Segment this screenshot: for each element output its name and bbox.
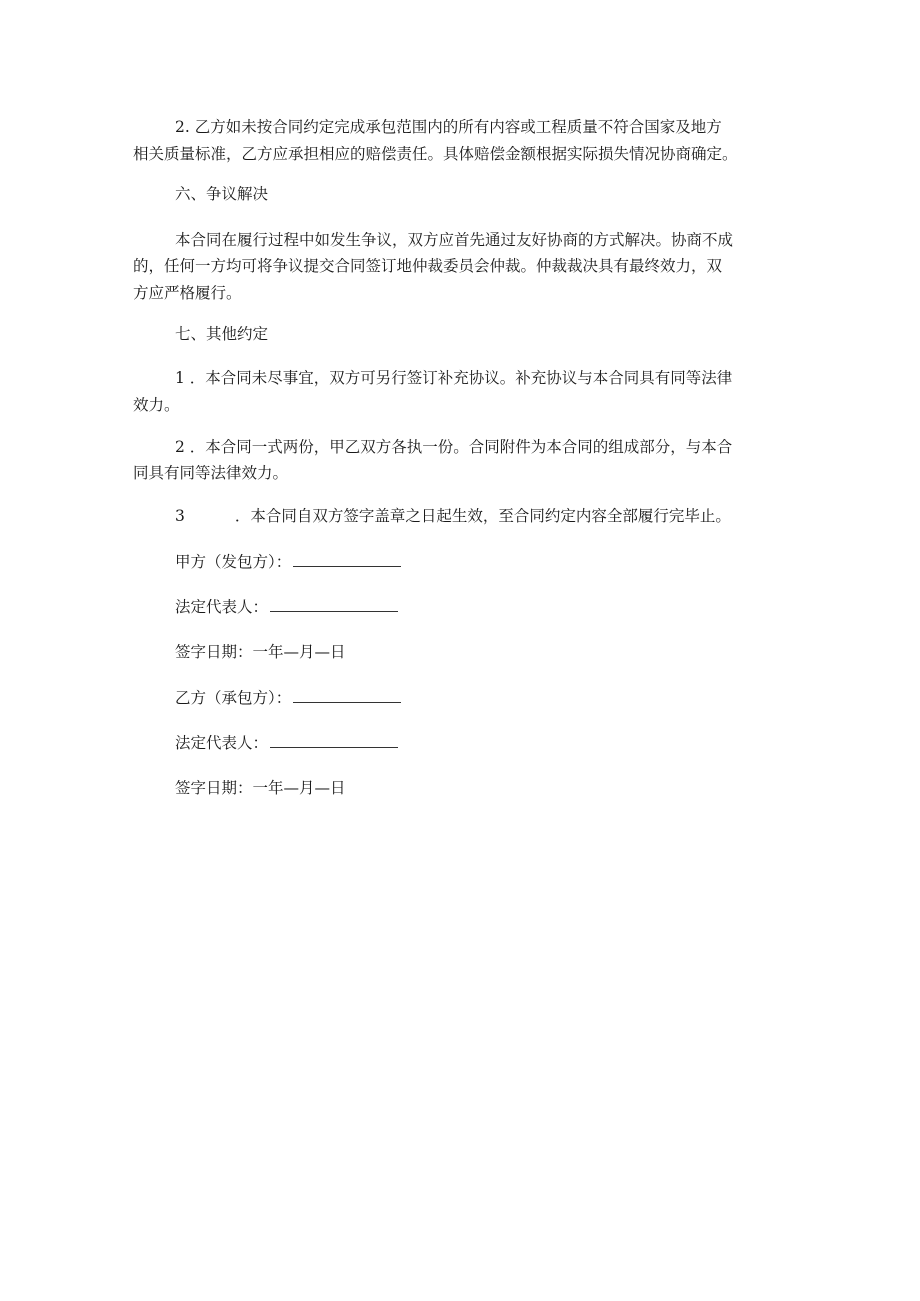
party-b-signature-line	[175, 687, 401, 709]
section-6-line-1: 本合同在履行过程中如发生争议，双方应首先通过友好协商的方式解决。协商不成	[175, 231, 734, 249]
clause-5-2-line-2: 相关质量标准，乙方应承担相应的赔偿责任。具体赔偿金额根据实际损失情况协商确定。	[133, 145, 738, 163]
section-7-item-1-line-2: 效力。	[133, 396, 180, 414]
party-a-rep-line	[175, 596, 398, 618]
section-7-item-3-number: 3	[175, 507, 185, 525]
party-b-label: 乙方（承包方）：	[175, 689, 292, 707]
section-6-line-2: 的，任何一方均可将争议提交合同签订地仲裁委员会仲裁。仲裁裁决具有最终效力，双	[133, 257, 723, 275]
party-a-rep-blank	[270, 597, 398, 612]
party-b-date: 签字日期：一年—月—日	[175, 779, 346, 797]
section-7-item-3	[175, 505, 731, 527]
section-7-item-1-line-1: 1 ．本合同未尽事宜，双方可另行签订补充协议。补充协议与本合同具有同等法律	[175, 369, 733, 387]
section-7-item-2-line-1: 2 ．本合同一式两份，甲乙双方各执一份。合同附件为本合同的组成部分，与本合	[175, 438, 733, 456]
section-7-item-2-line-2: 同具有同等法律效力。	[133, 464, 289, 482]
party-b-rep-blank	[270, 733, 398, 748]
party-a-label: 甲方（发包方）：	[175, 553, 292, 571]
party-a-rep-label: 法定代表人：	[175, 598, 269, 616]
section-6-line-3: 方应严格履行。	[133, 284, 242, 302]
section-7-heading: 七、其他约定	[175, 325, 269, 343]
party-a-date: 签字日期：一年—月—日	[175, 643, 346, 661]
section-6-heading: 六、争议解决	[175, 185, 269, 203]
section-7-item-3-text: ．本合同自双方签字盖章之日起生效，至合同约定内容全部履行完毕止。	[234, 507, 731, 525]
clause-5-2-line-1: 2. 乙方如未按合同约定完成承包范围内的所有内容或工程质量不符合国家及地方	[175, 118, 722, 136]
party-a-blank	[293, 552, 401, 567]
party-b-rep-line	[175, 732, 398, 754]
party-a-signature-line	[175, 551, 401, 573]
party-b-blank	[293, 688, 401, 703]
party-b-rep-label: 法定代表人：	[175, 734, 269, 752]
